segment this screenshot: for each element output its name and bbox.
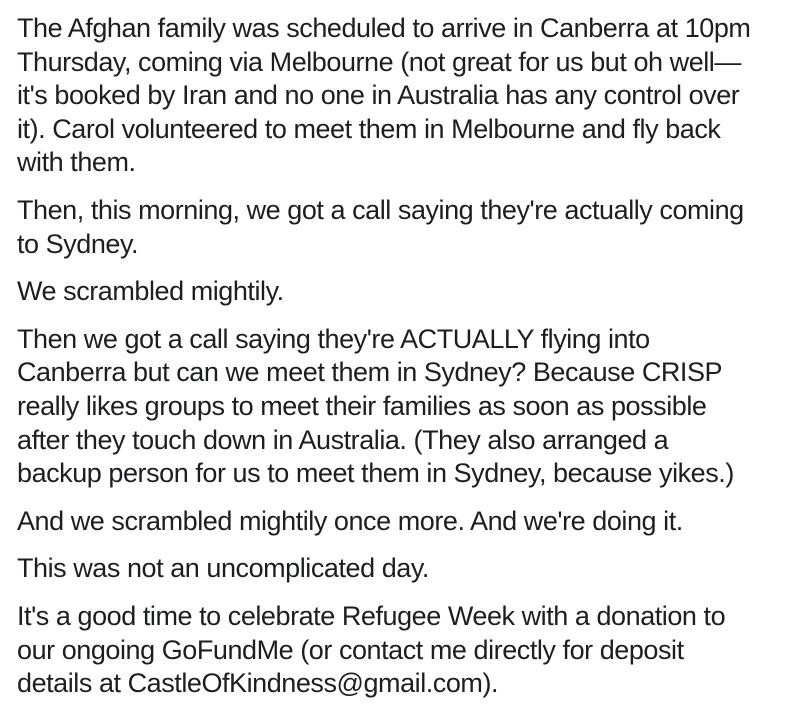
paragraph-sydney-call — [17, 194, 796, 261]
text-line: And we scrambled mightily once more. And we're doing it. — [17, 505, 683, 536]
text-line: details at CastleOfKindness@gmail.com). — [17, 668, 499, 699]
text-line: our ongoing GoFundMe (or contact me directly for deposit — [17, 634, 684, 665]
text-line: Then we got a call saying they're ACTUALLY flying into — [17, 323, 650, 354]
text-line: Canberra but can we meet them in Sydney? Because CRISP — [17, 357, 723, 388]
paragraph-scrambled-again — [17, 505, 796, 539]
text-line: Thursday, coming via Melbourne (not great for us but oh well— — [17, 46, 741, 77]
text-line: This was not an uncomplicated day. — [17, 553, 429, 584]
text-line: We scrambled mightily. — [17, 276, 284, 307]
text-line: it's booked by Iran and no one in Australia has any control over — [17, 80, 740, 111]
text-line: backup person for us to meet them in Sydney, because yikes.) — [17, 458, 734, 489]
text-line: really likes groups to meet their families as soon as possible — [17, 390, 707, 421]
paragraph-complicated-day — [17, 552, 796, 586]
text-line: to Sydney. — [17, 228, 139, 259]
paragraph-actually-canberra — [17, 323, 796, 491]
text-line: it). Carol volunteered to meet them in Melbourne and fly back — [17, 113, 721, 144]
paragraph-donation-appeal — [17, 600, 796, 701]
paragraph-scrambled — [17, 275, 796, 309]
text-line: The Afghan family was scheduled to arrive in Canberra at 10pm — [17, 13, 751, 43]
paragraph-arrival-plan — [17, 12, 796, 180]
text-line: after they touch down in Australia. (They also arranged a — [17, 424, 669, 455]
text-line: Then, this morning, we got a call saying they're actually coming — [17, 194, 744, 225]
text-line: with them. — [17, 147, 136, 178]
text-line: It's a good time to celebrate Refugee Week with a donation to — [17, 600, 726, 631]
